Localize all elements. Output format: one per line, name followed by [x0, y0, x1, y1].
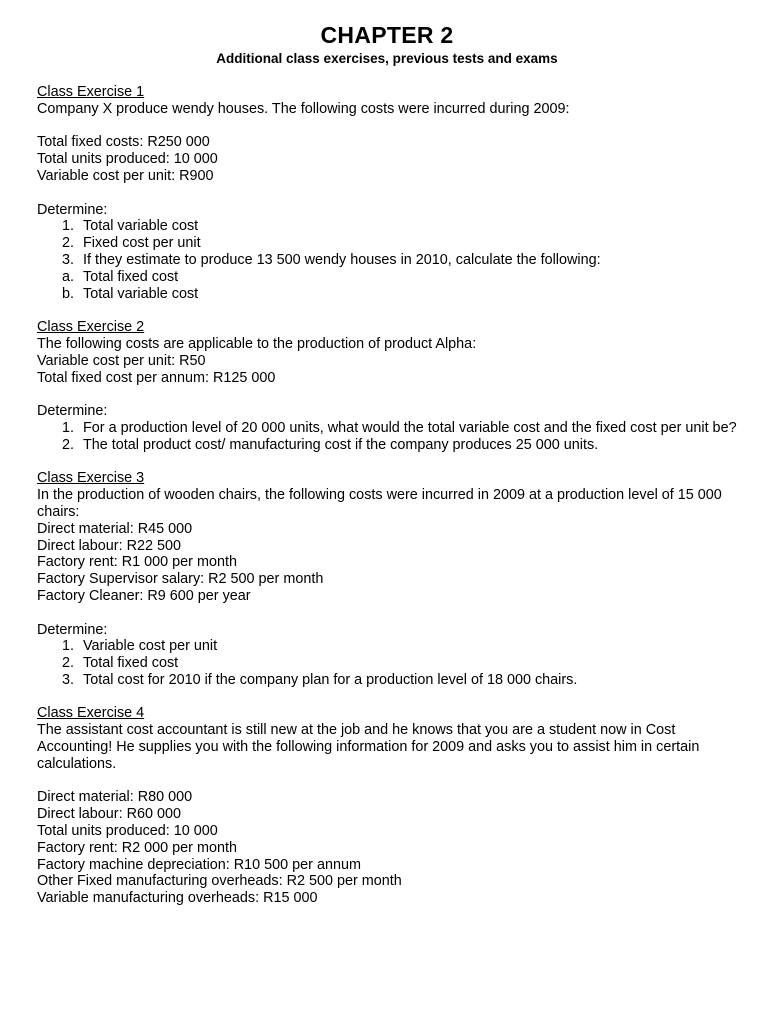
fact-line: Factory rent: R1 000 per month — [37, 554, 237, 571]
question-item: a. Total fixed cost — [61, 268, 179, 285]
exercise-3-intro: In the production of wooden chairs, the following costs were incurred in 2009 at a production level of 15 000 chairs: — [37, 487, 722, 520]
exercise-4-heading: Class Exercise 4 — [37, 705, 145, 722]
exercise-1-intro: Company X produce wendy houses. The following costs were incurred during 2009: — [37, 100, 570, 117]
document-page — [37, 22, 737, 907]
determine-label: Determine: — [37, 403, 108, 420]
exercise-2 — [37, 319, 737, 453]
fact-line: Direct labour: R60 000 — [37, 806, 181, 823]
determine-label: Determine: — [37, 621, 108, 638]
fact-line: Variable cost per unit: R50 — [37, 352, 206, 369]
exercise-3-heading: Class Exercise 3 — [37, 470, 145, 487]
exercise-1 — [37, 84, 737, 302]
exercise-1-heading: Class Exercise 1 — [37, 84, 145, 100]
fact-line: Factory rent: R2 000 per month — [37, 839, 237, 856]
exercise-3 — [37, 470, 737, 688]
question-item: 2. Total fixed cost — [61, 655, 179, 672]
exercise-4-intro: The assistant cost accountant is still new at the job and he knows that you are a student now in Cost Accounting! He supplies you with the following information for 2009 and asks you to assist him in certain calculations. — [37, 722, 700, 772]
question-item: 3. Total cost for 2010 if the company plan for a production level of 18 000 chairs. — [61, 671, 578, 688]
fact-line: Variable manufacturing overheads: R15 000 — [37, 890, 318, 907]
fact-line: Total units produced: 10 000 — [37, 151, 218, 168]
chapter-subtitle: Additional class exercises, previous tests and exams — [216, 51, 558, 66]
exercise-2-heading: Class Exercise 2 — [37, 319, 145, 336]
fact-line: Total fixed costs: R250 000 — [37, 134, 210, 151]
fact-line: Direct material: R45 000 — [37, 520, 193, 537]
exercise-1-questions — [37, 218, 737, 302]
fact-line: Direct material: R80 000 — [37, 789, 193, 806]
exercise-2-questions — [37, 420, 737, 454]
question-item: 2. The total product cost/ manufacturing cost if the company produces 25 000 units. — [61, 436, 599, 453]
fact-line: Other Fixed manufacturing overheads: R2 500 per month — [37, 873, 402, 890]
exercise-2-intro: The following costs are applicable to the production of product Alpha: — [37, 335, 477, 352]
question-item: b. Total variable cost — [61, 285, 199, 302]
fact-line: Variable cost per unit: R900 — [37, 167, 214, 184]
fact-line: Factory Supervisor salary: R2 500 per month — [37, 571, 324, 588]
exercise-4 — [37, 705, 737, 907]
question-item: 1. Variable cost per unit — [61, 638, 218, 655]
fact-line: Direct labour: R22 500 — [37, 537, 181, 554]
fact-line: Factory machine depreciation: R10 500 per annum — [37, 856, 361, 873]
fact-line: Factory Cleaner: R9 600 per year — [37, 587, 251, 604]
exercise-3-questions — [37, 638, 737, 688]
question-item: 2. Fixed cost per unit — [61, 235, 201, 252]
fact-line: Total fixed cost per annum: R125 000 — [37, 369, 276, 386]
question-item: 1. Total variable cost — [61, 218, 199, 235]
question-item: 3. If they estimate to produce 13 500 wendy houses in 2010, calculate the following: — [61, 251, 601, 268]
determine-label: Determine: — [37, 201, 108, 218]
question-item: 1. For a production level of 20 000 units, what would the total variable cost and the fixed cost per unit be? — [61, 419, 737, 436]
fact-line: Total units produced: 10 000 — [37, 823, 218, 840]
chapter-title: CHAPTER 2 — [320, 22, 454, 48]
